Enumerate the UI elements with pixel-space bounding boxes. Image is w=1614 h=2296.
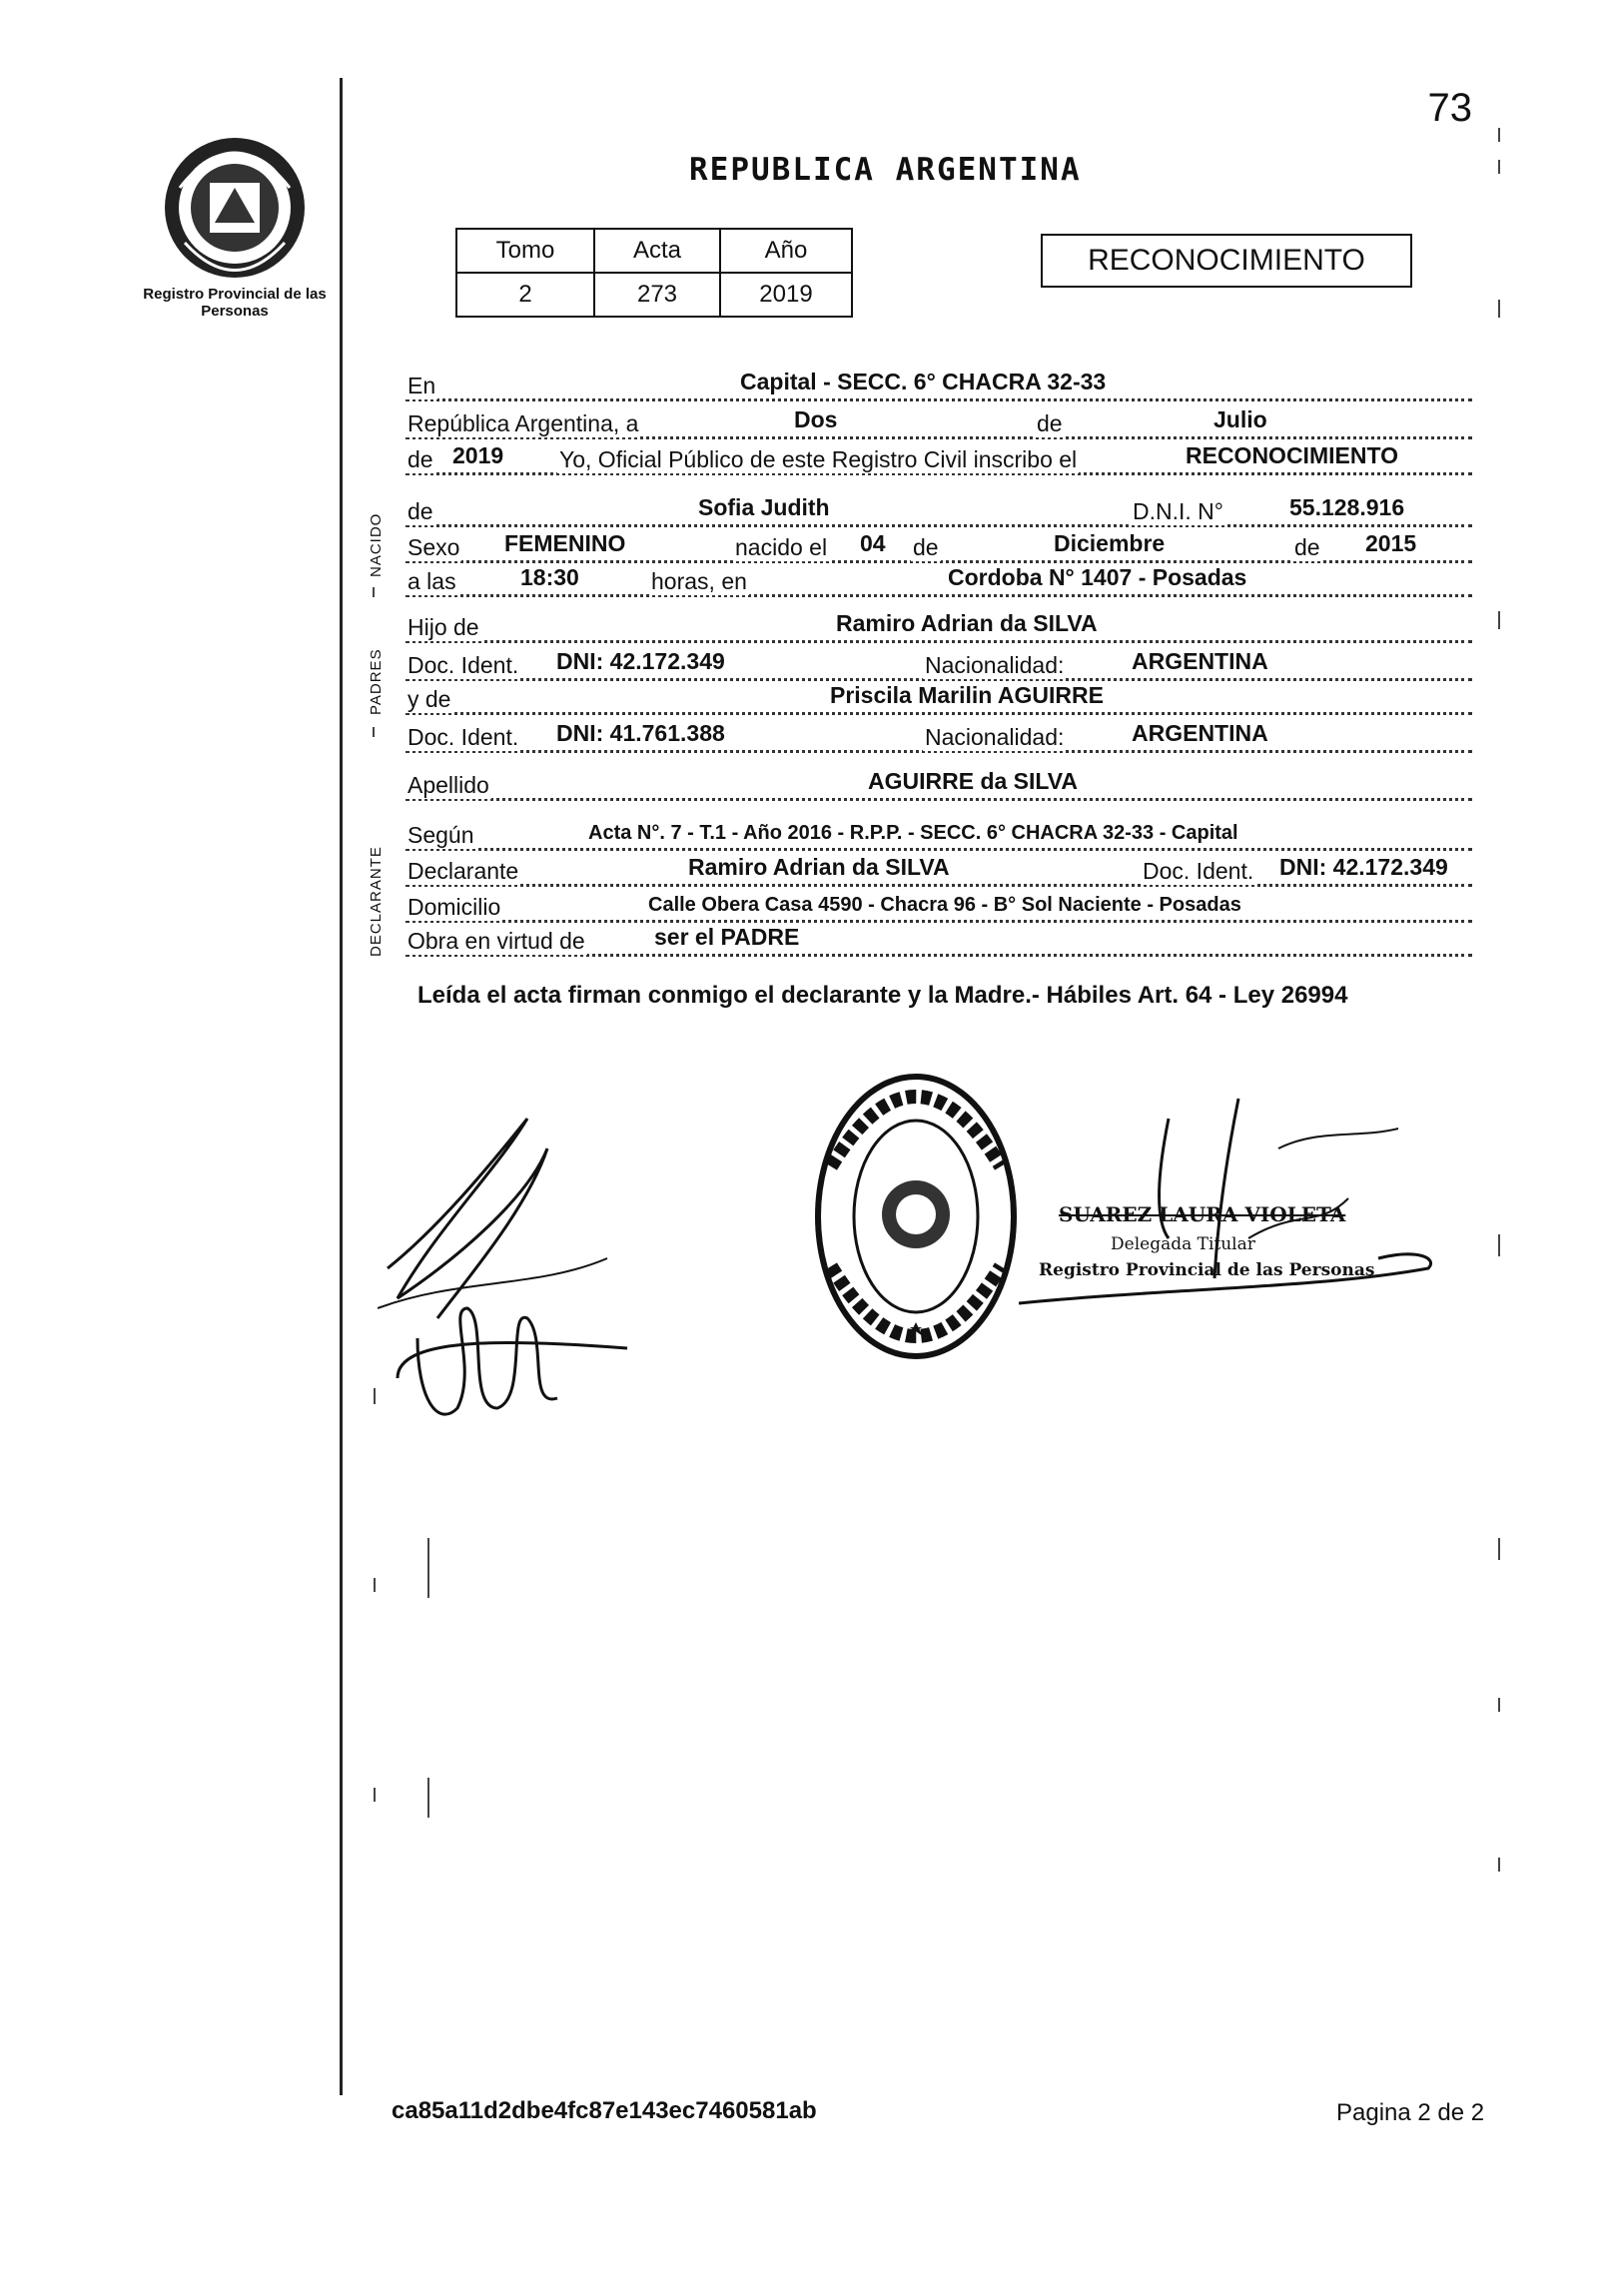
label-nacido: nacido el <box>735 534 828 560</box>
apellido-value: AGUIRRE da SILVA <box>865 768 1081 795</box>
obra-value: ser el PADRE <box>651 924 802 951</box>
page-indicator: Pagina 2 de 2 <box>1336 2099 1485 2126</box>
label-sexo: Sexo <box>407 534 460 560</box>
closing-note: Leída el acta firman conmigo el declarante y la Madre.- Hábiles Art. 64 - Ley 26994 <box>417 982 1348 1009</box>
line-declarante <box>405 855 1472 889</box>
label-a-las: a las <box>407 568 456 594</box>
line-ydde <box>405 683 1472 717</box>
label-inscribo: Yo, Oficial Público de este Registro Civil inscribo el <box>559 446 1078 472</box>
official-office: Registro Provincial de las Personas <box>1039 1260 1375 1280</box>
mother-nat-value: ARGENTINA <box>1129 720 1271 747</box>
month-value: Julio <box>1210 406 1270 433</box>
registry-table <box>455 228 853 318</box>
name-value: Sofia Judith <box>695 494 833 521</box>
label-nacionalidad-mother: Nacionalidad: <box>925 724 1065 750</box>
label-doc-declarante: Doc. Ident. <box>1143 858 1254 884</box>
declarant-signature <box>378 1109 637 1438</box>
father-nat-value: ARGENTINA <box>1129 648 1271 675</box>
line-nombre <box>405 495 1472 529</box>
label-doc-mother: Doc. Ident. <box>407 724 519 750</box>
birth-day-value: 04 <box>857 530 889 557</box>
label-obra: Obra en virtud de <box>407 928 585 954</box>
side-label-padres: PADRES <box>368 648 385 715</box>
margin-rule <box>340 78 343 2095</box>
label-dni: D.N.I. N° <box>1133 498 1223 524</box>
segun-value: Acta N°. 7 - T.1 - Año 2016 - R.P.P. - SECC. 6° CHACRA 32-33 - Capital <box>585 822 1241 845</box>
anio-value: 2019 <box>720 273 852 317</box>
line-hijo <box>405 611 1472 645</box>
label-declarante: Declarante <box>407 858 519 884</box>
label-y-de: y de <box>407 686 451 712</box>
domicilio-value: Calle Obera Casa 4590 - Chacra 96 - B° Sol Naciente - Posadas <box>645 894 1244 917</box>
document-hash: ca85a11d2dbe4fc87e143ec7460581ab <box>392 2097 817 2124</box>
document-title: REPUBLICA ARGENTINA <box>689 152 1082 188</box>
line-apellido <box>405 769 1472 803</box>
dni-value: 55.128.916 <box>1286 494 1407 521</box>
official-signature <box>1019 1089 1438 1308</box>
birth-year-value: 2015 <box>1362 530 1419 557</box>
label-segun: Según <box>407 822 474 848</box>
sexo-value: FEMENINO <box>501 530 628 557</box>
official-role: Delegada Titular <box>1111 1234 1255 1254</box>
label-doc: Doc. Ident. <box>407 652 519 678</box>
line-inscribo <box>405 443 1472 477</box>
label-republica: República Argentina, a <box>407 410 639 436</box>
col-tomo: Tomo <box>456 229 594 273</box>
line-en <box>405 370 1472 403</box>
label-domicilio: Domicilio <box>407 894 501 920</box>
label-apellido: Apellido <box>407 772 489 798</box>
col-anio: Año <box>720 229 852 273</box>
tomo-value: 2 <box>456 273 594 317</box>
side-label-nacido: NACIDO <box>368 512 385 577</box>
label-de-birth-year: de <box>1294 534 1320 560</box>
page-number: 73 <box>1427 86 1472 130</box>
year-value: 2019 <box>449 442 506 469</box>
line-domicilio <box>405 891 1472 925</box>
line-fecha <box>405 407 1472 441</box>
line-obra <box>405 925 1472 959</box>
act-type-box: RECONOCIMIENTO <box>1041 234 1412 288</box>
label-en: En <box>407 373 436 398</box>
label-horas: horas, en <box>651 568 747 594</box>
father-value: Ramiro Adrian da SILVA <box>833 610 1101 637</box>
day-value: Dos <box>791 406 840 433</box>
label-hijo: Hijo de <box>407 614 479 640</box>
mother-value: Priscila Marilin AGUIRRE <box>827 682 1107 709</box>
label-de-year: de <box>407 446 433 472</box>
line-segun <box>405 819 1472 853</box>
side-label-declarante: DECLARANTE <box>368 846 385 957</box>
line-father-doc <box>405 649 1472 683</box>
birth-month-value: Diciembre <box>1051 530 1168 557</box>
acta-value: 273 <box>594 273 720 317</box>
line-hora <box>405 565 1472 599</box>
line-sexo <box>405 531 1472 565</box>
time-value: 18:30 <box>517 564 582 591</box>
logo-caption: Registro Provincial de las Personas <box>143 286 327 320</box>
place-value: Capital - SECC. 6° CHACRA 32-33 <box>737 369 1109 395</box>
registry-stamp <box>811 1067 1021 1366</box>
declarante-doc-value: DNI: 42.172.349 <box>1276 854 1451 881</box>
official-name: SUAREZ LAURA VIOLETA <box>1059 1202 1346 1226</box>
label-de: de <box>1037 410 1063 436</box>
birth-place-value: Cordoba N° 1407 - Posadas <box>945 564 1249 591</box>
line-mother-doc <box>405 721 1472 755</box>
father-doc-value: DNI: 42.172.349 <box>553 648 728 675</box>
province-seal-logo <box>160 128 310 288</box>
label-de-name: de <box>407 498 433 524</box>
label-nacionalidad: Nacionalidad: <box>925 652 1065 678</box>
acto-value: RECONOCIMIENTO <box>1183 442 1401 469</box>
declarante-value: Ramiro Adrian da SILVA <box>685 854 953 881</box>
label-de-birth: de <box>913 534 939 560</box>
mother-doc-value: DNI: 41.761.388 <box>553 720 728 747</box>
col-acta: Acta <box>594 229 720 273</box>
